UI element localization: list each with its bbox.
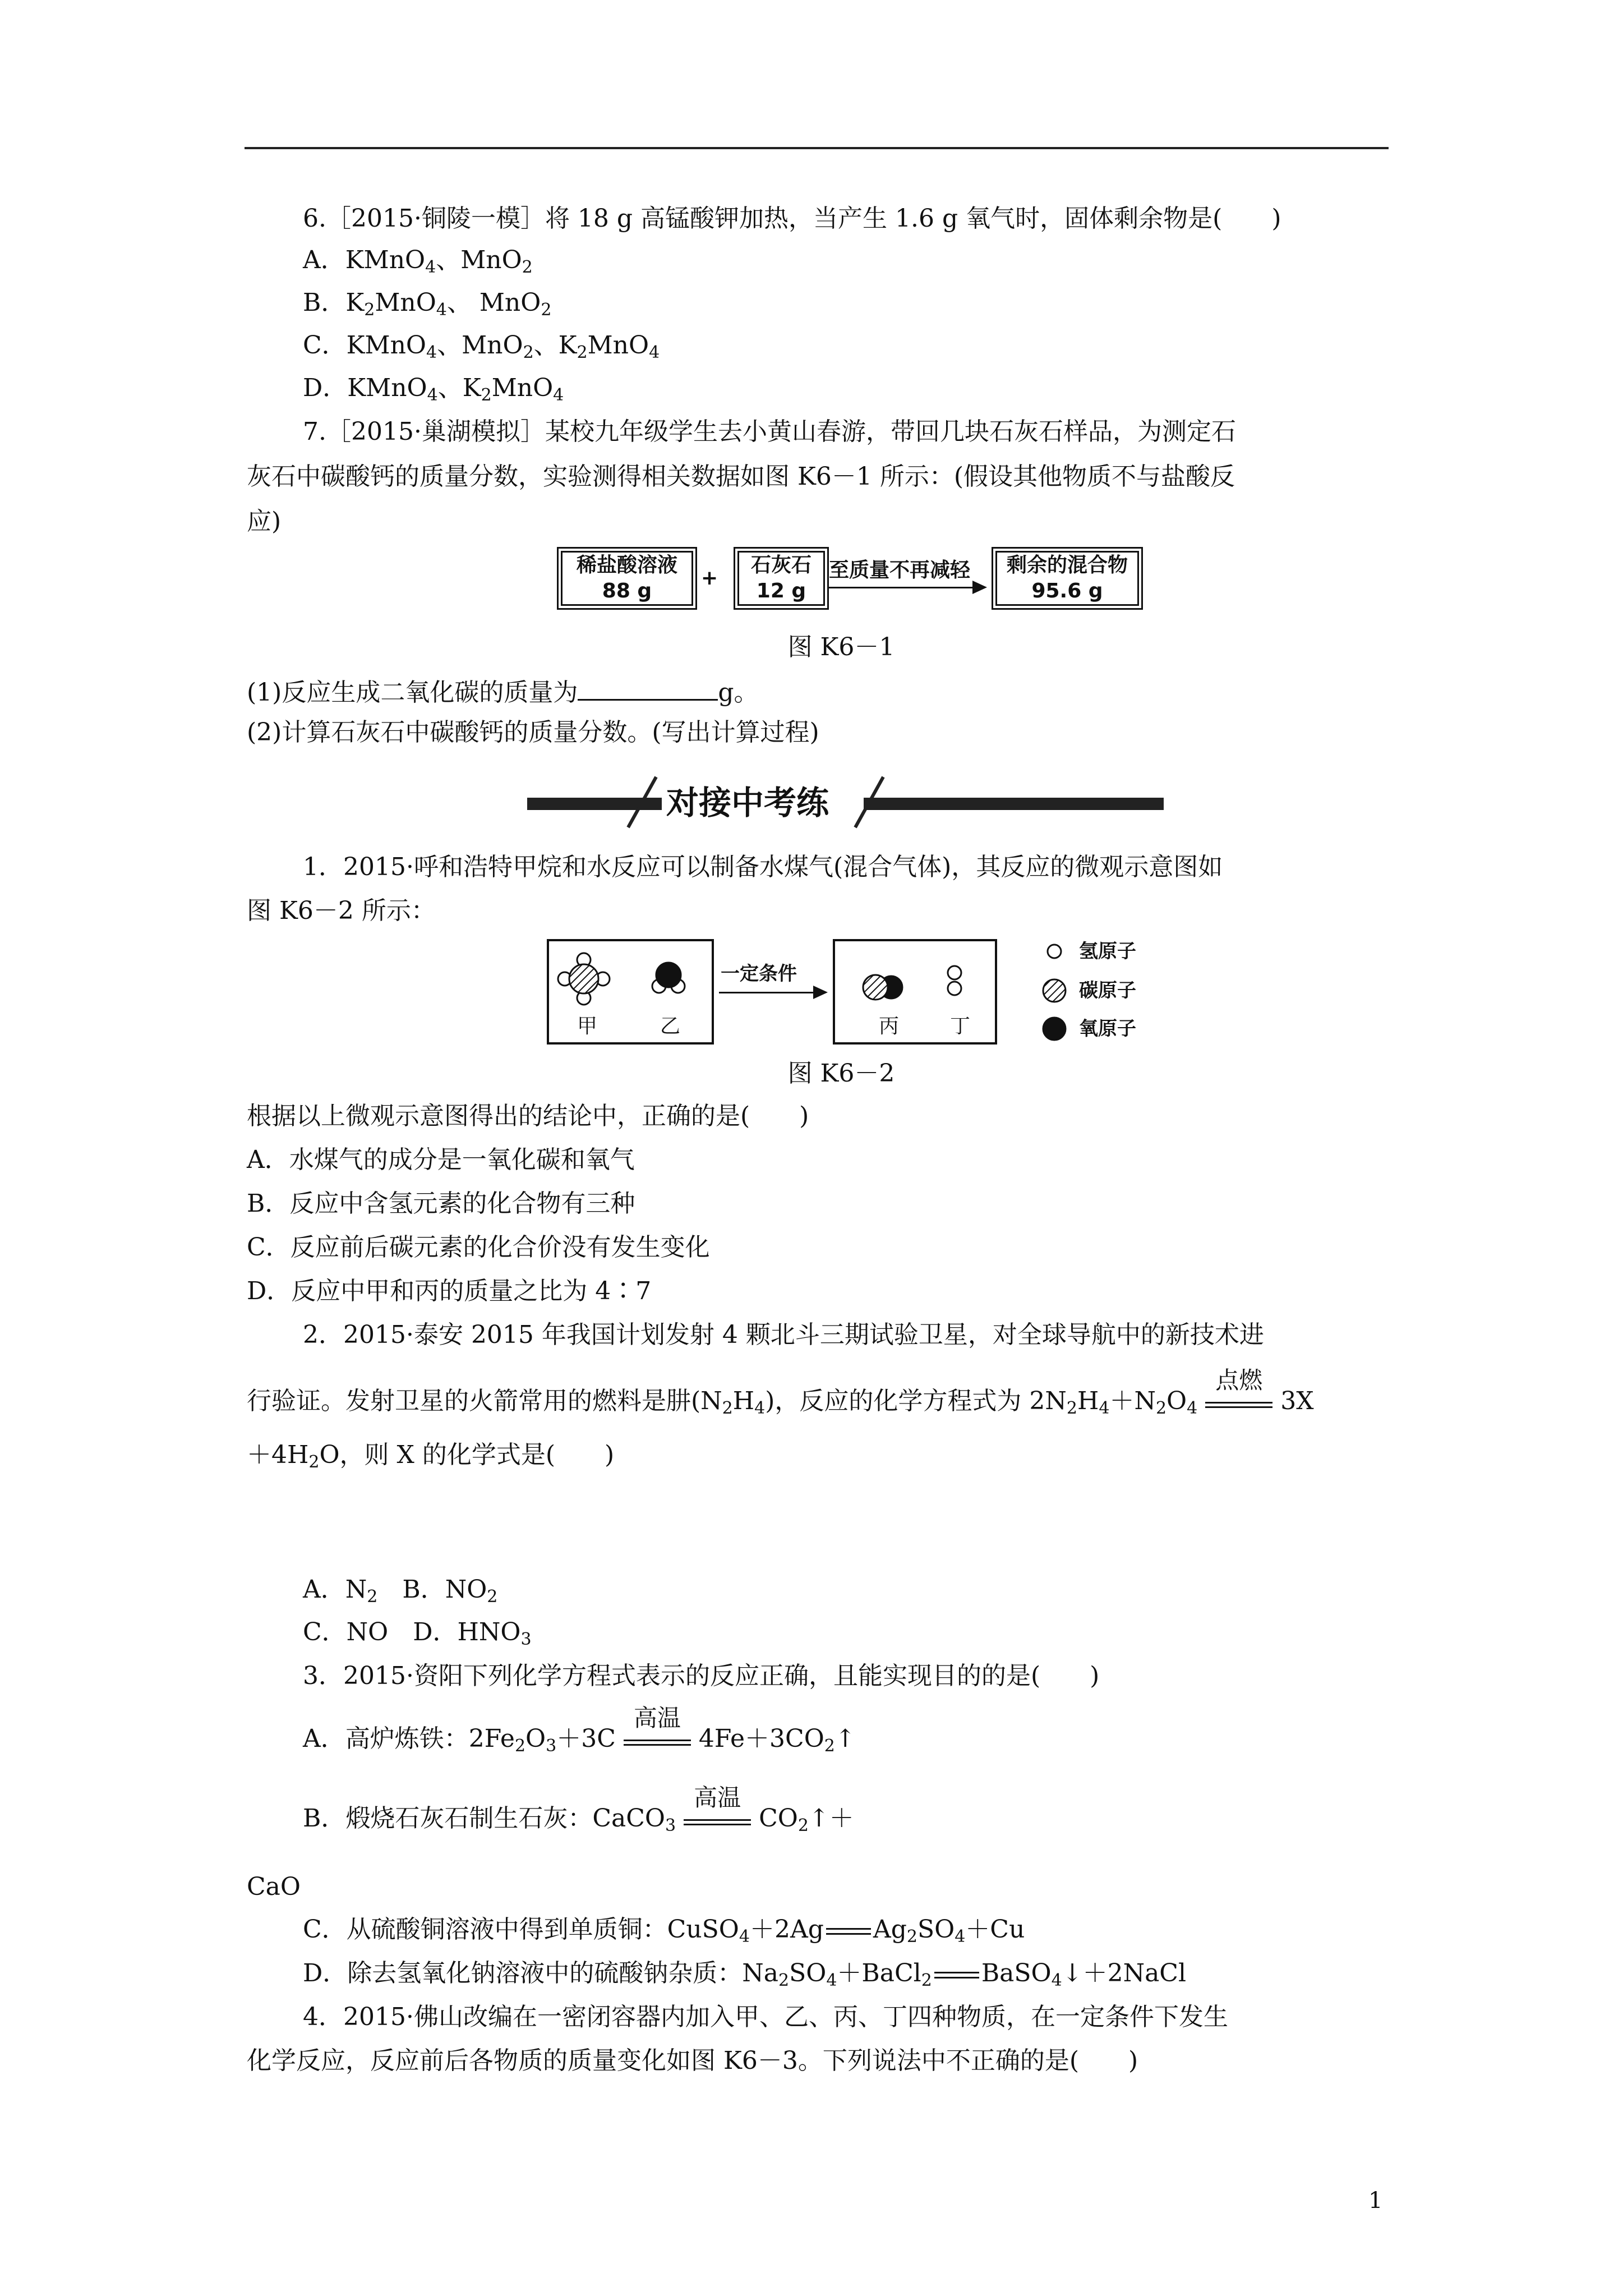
q7-stem-line-3: 应) [247,507,282,536]
fig1-caption: 图 K6－1 [787,633,895,661]
p2-options-cd: C．NO D．$HNO_3$ [303,1618,532,1649]
q7-answer-blank[interactable] [578,674,718,701]
page-number: 1 [1368,2188,1383,2214]
p1-question: 根据以上微观示意图得出的结论中，正确的是( ) [247,1102,809,1130]
p4-line-2: 化学反应，反应前后各物质的质量变化如图 K6－3。下列说法中不正确的是( ) [247,2046,1138,2075]
fig1-plus: + [701,567,718,590]
p3-stem: 3．2015·资阳下列化学方程式表示的反应正确，且能实现目的的是( ) [303,1662,1100,1690]
p3-option-b: B．煅烧石灰石制生石灰：CaCO$_3$ 高温 $CO_2↑+$ [303,1783,854,1835]
fig2-arrow-head [813,986,828,999]
fig2-label-ding: 丁 [950,1015,971,1038]
q6-option-a: A．KMnO$_4$、MnO$_2$ [303,246,533,277]
p3-option-c: C．从硫酸铜溶液中得到单质铜：CuSO$_4$＋2Ag $Ag_2SO_4+Cu$ [303,1915,1025,1947]
p2-reaction-sign: 点燃 [1205,1387,1272,1419]
fig2-label-yi: 乙 [660,1015,681,1038]
q7-stem-line-2: 灰石中碳酸钙的质量分数，实验测得相关数据如图 K6－1 所示：(假设其他物质不与盐酸反 [247,462,1235,491]
q6-stem: 6.［2015·铜陵一模］将 18 g 高锰酸钾加热，当产生 1.6 g 氧气时，固体剩余物是( ) [303,204,1281,233]
p1-option-b: B．反应中含氢元素的化合物有三种 [247,1189,635,1218]
fig1-arrow-shaft [829,587,974,588]
banner-bar-right [864,798,1164,810]
fig1-box-limestone: 石灰石 12 g [737,551,825,606]
p2-options-ab: A．$N_2$ B．$NO_2$ [303,1575,498,1607]
p1-stem-line-2: 图 K6－2 所示： [247,896,436,925]
fig2-legend-carbon: 碳原子 [1079,979,1136,1002]
hydrogen-atom-icon [1048,945,1061,958]
p3-option-b-cont: CaO [247,1872,301,1901]
p3-option-d: D．除去氢氧化钠溶液中的硫酸钠杂质：$Na_2SO_4+BaCl_2$ BaSO$_4$↓＋2NaCl [303,1959,1187,1990]
fig2-reactants-box [547,939,714,1045]
q6-option-b: B．$K_2MnO_4$、 MnO$_2$ [303,288,552,320]
q7-sub1: (1)反应生成二氧化碳的质量为 g。 [247,674,759,708]
fig2-legend-oxygen: 氧原子 [1079,1018,1136,1040]
p2-line-2: 行验证。发射卫星的火箭常用的燃料是肼$(N_2H_4)$，反应的化学方程式为 $2N_2H_4+N_2O_4$ 点燃 3X [247,1366,1314,1418]
p4-line-1: 4．2015·佛山改编在一密闭容器内加入甲、乙、丙、丁四种物质，在一定条件下发生 [303,2003,1228,2031]
carbon-atom-icon [1043,979,1066,1002]
q7-sub2: (2)计算石灰石中碳酸钙的质量分数。(写出计算过程) [247,718,819,747]
p3-option-a: A．高炉炼铁：$2Fe_2O_3+3C$ 高温 $4Fe+3CO_2↑$ [303,1704,856,1756]
p3-a-reaction-sign: 高温 [624,1725,691,1756]
header-rule [245,147,1389,149]
fig2-caption: 图 K6－2 [787,1059,895,1088]
fig2-label-bing: 丙 [879,1015,900,1038]
fig1-box-remaining-mixture: 剩余的混合物 95.6 g [995,551,1139,606]
fig2-arrow-shaft [719,992,814,993]
p1-stem-line-1: 1．2015·呼和浩特甲烷和水反应可以制备水煤气(混合气体)，其反应的微观示意图如 [303,853,1223,881]
fig2-label-jia: 甲 [577,1015,598,1038]
fig2-arrow-label: 一定条件 [721,963,797,985]
fig2-legend-symbols [1038,937,1071,1043]
q6-option-c: C．KMnO$_4$、MnO$_2$、$K_2MnO_4$ [303,331,660,362]
p1-option-c: C．反应前后碳元素的化合价没有发生变化 [247,1233,710,1262]
q7-stem-line-1: 7.［2015·巢湖模拟］某校九年级学生去小黄山春游，带回几块石灰石样品，为测定石 [303,417,1236,446]
section-title: 对接中考练 [666,784,829,822]
fig1-box-hydrochloric-acid: 稀盐酸溶液 88 g [561,551,693,606]
p3-b-reaction-sign: 高温 [684,1805,751,1836]
oxygen-atom-icon [1043,1018,1066,1040]
p2-line-3: $+4H_2O$，则 X 的化学式是( ) [247,1441,615,1472]
fig2-molecules-products [835,941,995,1014]
q6-option-d: D．KMnO$_4$、$K_2MnO_4$ [303,374,564,405]
fig2-products-box [833,939,997,1045]
p1-option-a: A．水煤气的成分是一氧化碳和氧气 [247,1145,635,1174]
p1-option-d: D．反应中甲和丙的质量之比为 4∶7 [247,1277,652,1305]
p2-line-1: 2．2015·泰安 2015 年我国计划发射 4 颗北斗三期试验卫星，对全球导航中的新技术进 [303,1320,1264,1349]
fig1-arrow-label: 至质量不再减轻 [829,559,971,582]
fig1-arrow-head [972,581,987,594]
banner-slash-left [625,774,659,830]
fig2-molecules-reactants [549,941,712,1014]
fig2-legend-hydrogen: 氢原子 [1079,940,1136,963]
